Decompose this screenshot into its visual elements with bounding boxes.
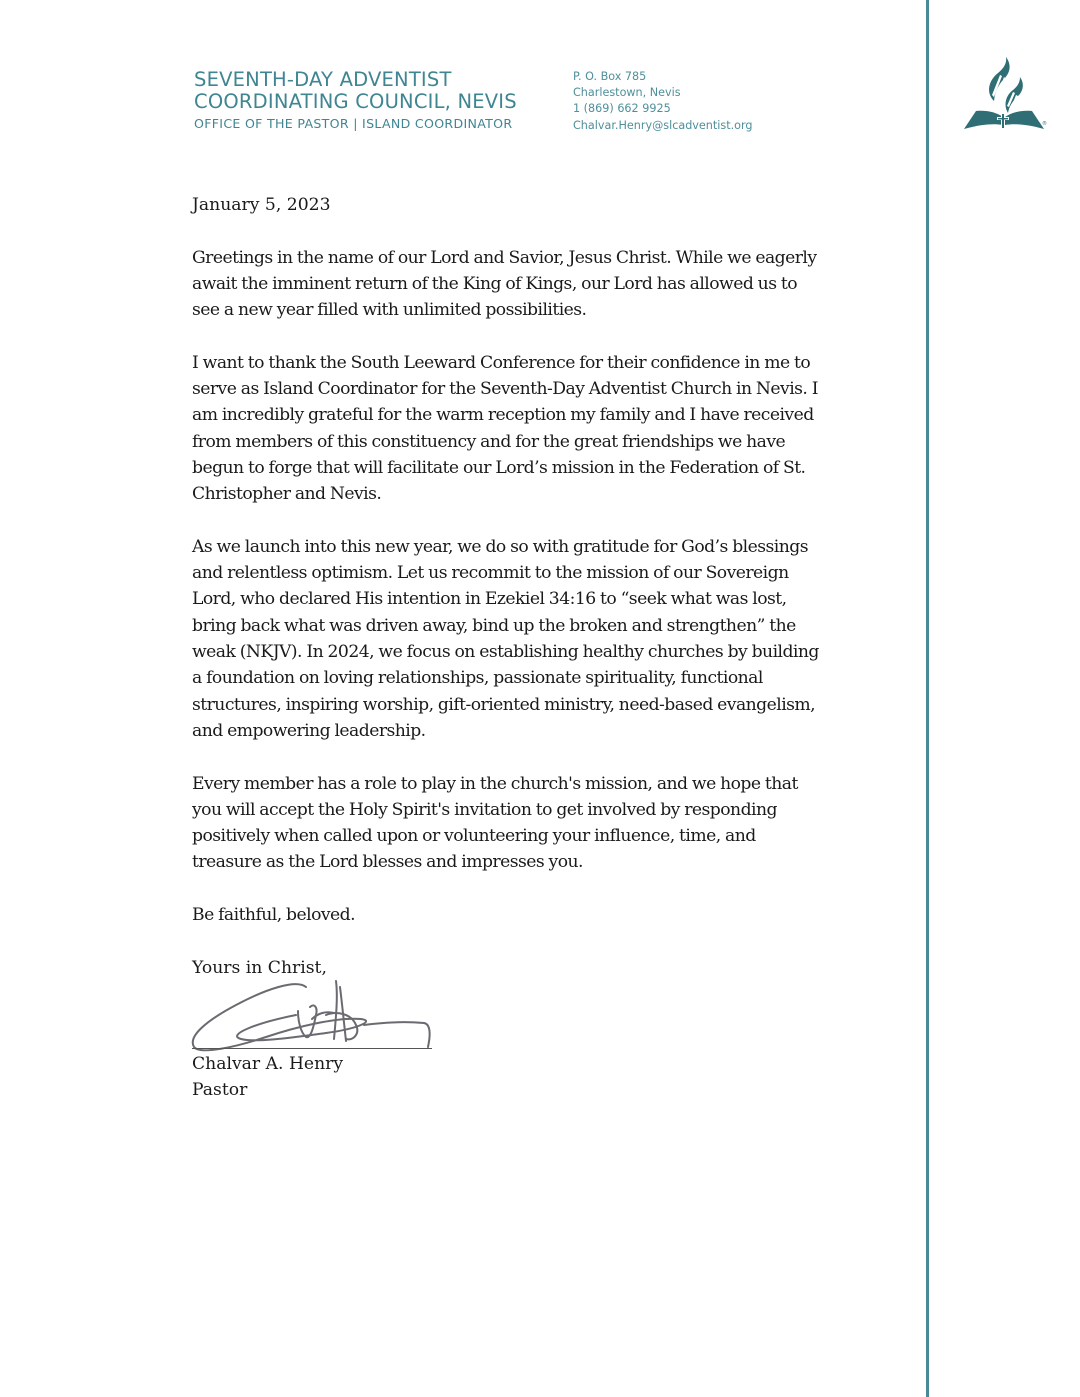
text-line: Be faithful, beloved. (192, 905, 356, 926)
letterhead-organization (194, 69, 517, 132)
office-title: OFFICE OF THE PASTOR | ISLAND COORDINATOR (194, 116, 513, 131)
signer-name: Chalvar A. Henry (192, 1053, 344, 1074)
phone: 1 (869) 662 9925 (573, 102, 671, 116)
text-line: and relentless optimism. Let us recommit to the mission of our Sovereign (192, 563, 789, 584)
text-line: weak (NKJV). In 2024, we focus on establishing healthy churches by building (192, 642, 819, 663)
paragraph-thanks (192, 350, 922, 508)
org-name-line-1: SEVENTH-DAY ADVENTIST (194, 68, 452, 91)
text-line: positively when called upon or volunteering your influence, time, and (192, 826, 756, 847)
signer-title: Pastor (192, 1080, 248, 1101)
signature-block (192, 981, 922, 1051)
text-line: a foundation on loving relationships, passionate spirituality, functional (192, 668, 763, 689)
text-line: see a new year filled with unlimited possibilities. (192, 300, 587, 321)
text-line: structures, inspiring worship, gift-oriented ministry, need-based evangelism, (192, 694, 816, 715)
text-line: Christopher and Nevis. (192, 484, 382, 505)
org-name-line-2: COORDINATING COUNCIL, NEVIS (194, 90, 517, 113)
adventist-logo-icon (960, 55, 1048, 135)
svg-text:®: ® (1042, 121, 1047, 127)
paragraph-blessing (192, 902, 922, 928)
text-line: As we launch into this new year, we do so with gratitude for God’s blessings (192, 536, 808, 557)
email: Chalvar.Henry@slcadventist.org (573, 118, 753, 132)
paragraph-mission (192, 534, 922, 744)
text-line: treasure as the Lord blesses and impresses you. (192, 852, 583, 873)
letterhead-contact (573, 69, 753, 134)
text-line: Greetings in the name of our Lord and Savior, Jesus Christ. While we eagerly (192, 247, 817, 268)
text-line: bring back what was driven away, bind up the broken and strengthen” the (192, 615, 796, 636)
letter-date: January 5, 2023 (192, 195, 331, 215)
signature-icon (186, 967, 436, 1059)
paragraph-greeting (192, 245, 922, 324)
closing: Yours in Christ, (192, 957, 327, 978)
text-line: Every member has a role to play in the church's mission, and we hope that (192, 773, 798, 794)
text-line: I want to thank the South Leeward Conference for their confidence in me to (192, 352, 811, 373)
text-line: serve as Island Coordinator for the Seventh-Day Adventist Church in Nevis. I (192, 379, 818, 400)
letter-body (192, 192, 922, 1104)
city: Charlestown, Nevis (573, 86, 681, 100)
text-line: await the imminent return of the King of Kings, our Lord has allowed us to (192, 273, 798, 294)
text-line: Lord, who declared His intention in Ezekiel 34:16 to “seek what was lost, (192, 589, 787, 610)
text-line: and empowering leadership. (192, 720, 426, 741)
signature-line (192, 1048, 432, 1049)
text-line: from members of this constituency and for the great friendships we have (192, 431, 786, 452)
po-box: P. O. Box 785 (573, 70, 647, 83)
paragraph-members (192, 771, 922, 876)
text-line: begun to forge that will facilitate our Lord’s mission in the Federation of St. (192, 457, 806, 478)
text-line: you will accept the Holy Spirit's invitation to get involved by responding (192, 799, 777, 820)
vertical-rule (926, 0, 929, 1397)
text-line: am incredibly grateful for the warm reception my family and I have received (192, 405, 814, 426)
